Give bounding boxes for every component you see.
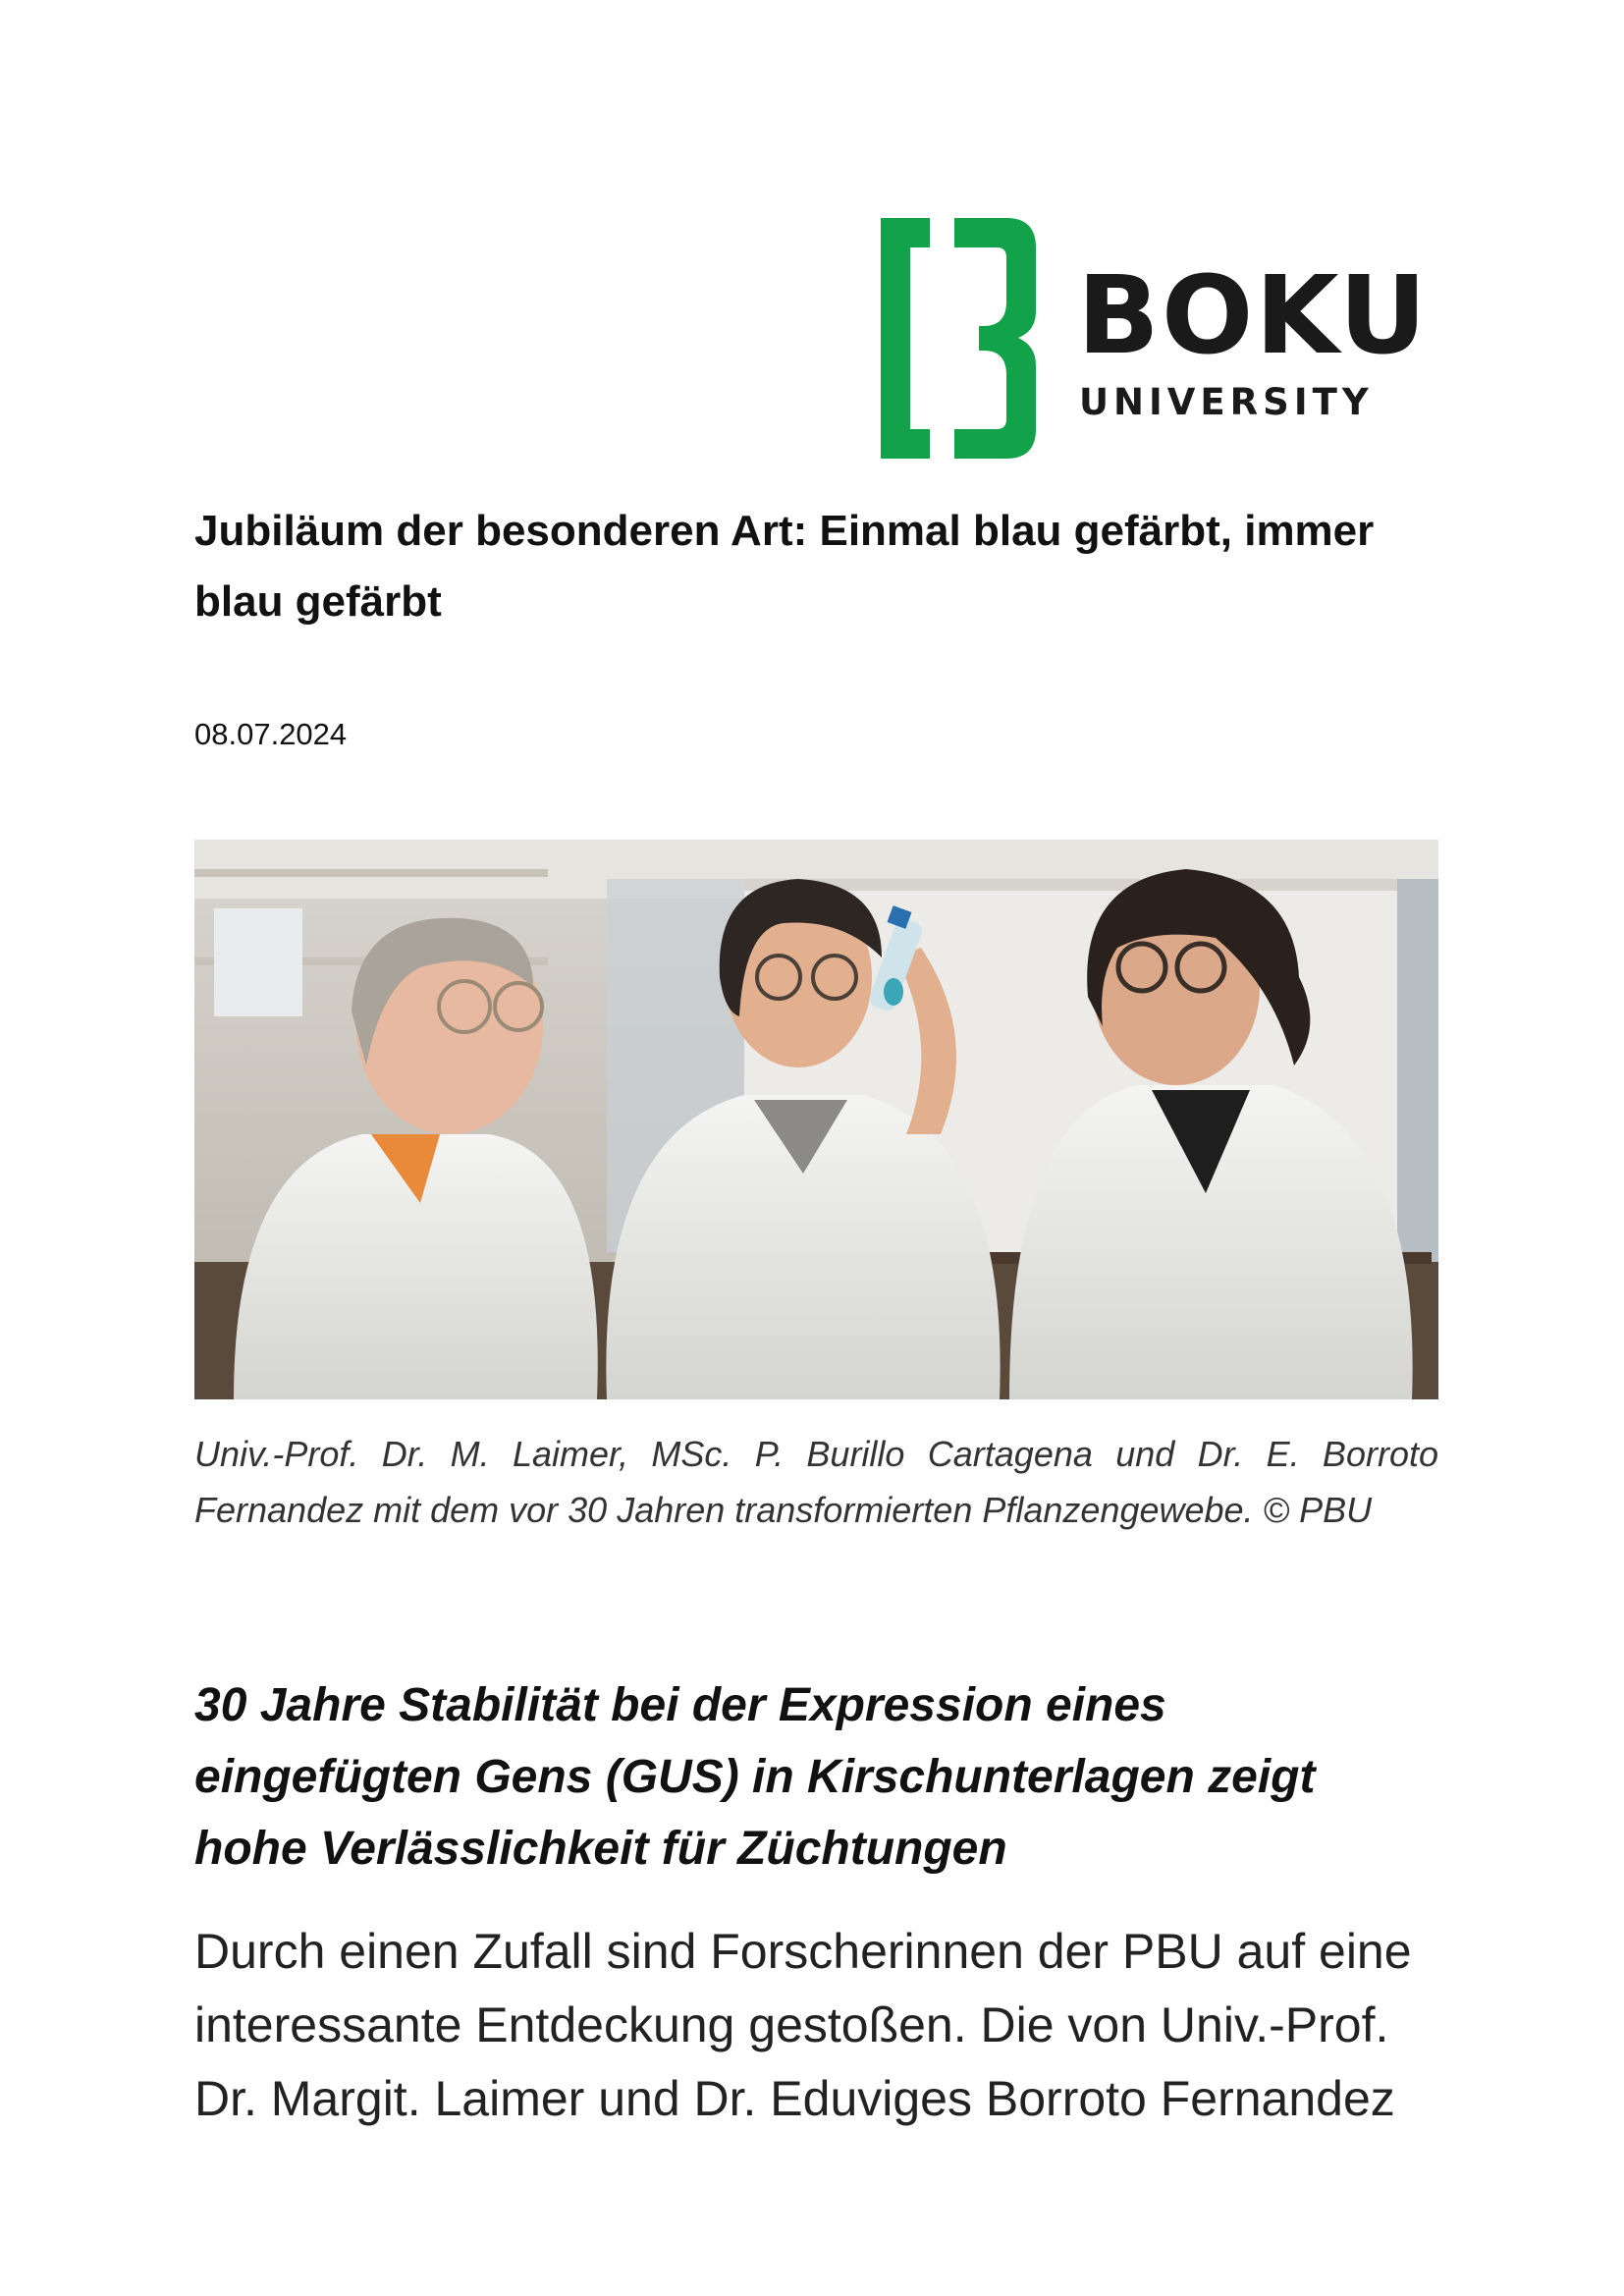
logo-wordmark: BOKU — [1077, 252, 1429, 378]
photo-caption: Univ.-Prof. Dr. M. Laimer, MSc. P. Burillo Cartagena und Dr. E. Borroto Fernandez mit dem vor 30 Jahren transformierten Pflanzengewebe. © PBU — [194, 1434, 1438, 1530]
article-photo — [194, 840, 1438, 1399]
logo-subtitle: UNIVERSITY — [1079, 381, 1374, 423]
article-date: 08.07.2024 — [194, 717, 348, 751]
bracket-logo-icon — [881, 218, 1036, 459]
article-title: Jubiläum der besonderen Art: Einmal blau gefärbt, immer blau gefärbt — [194, 507, 1375, 626]
boku-university-logo — [881, 218, 1429, 459]
article-subheading: 30 Jahre Stabilität bei der Expression eines eingefügten Gens (GUS) in Kirschunterlagen zeigt hohe Verlässlichkeit für Züchtungen — [194, 1679, 1316, 1875]
article-body: Durch einen Zufall sind Forscherinnen der PBU auf eine interessante Entdeckung gestoßen. Die von Univ.-Prof. Dr. Margit. Laimer und Dr. Eduviges Borroto Fernandez — [194, 1924, 1412, 2126]
